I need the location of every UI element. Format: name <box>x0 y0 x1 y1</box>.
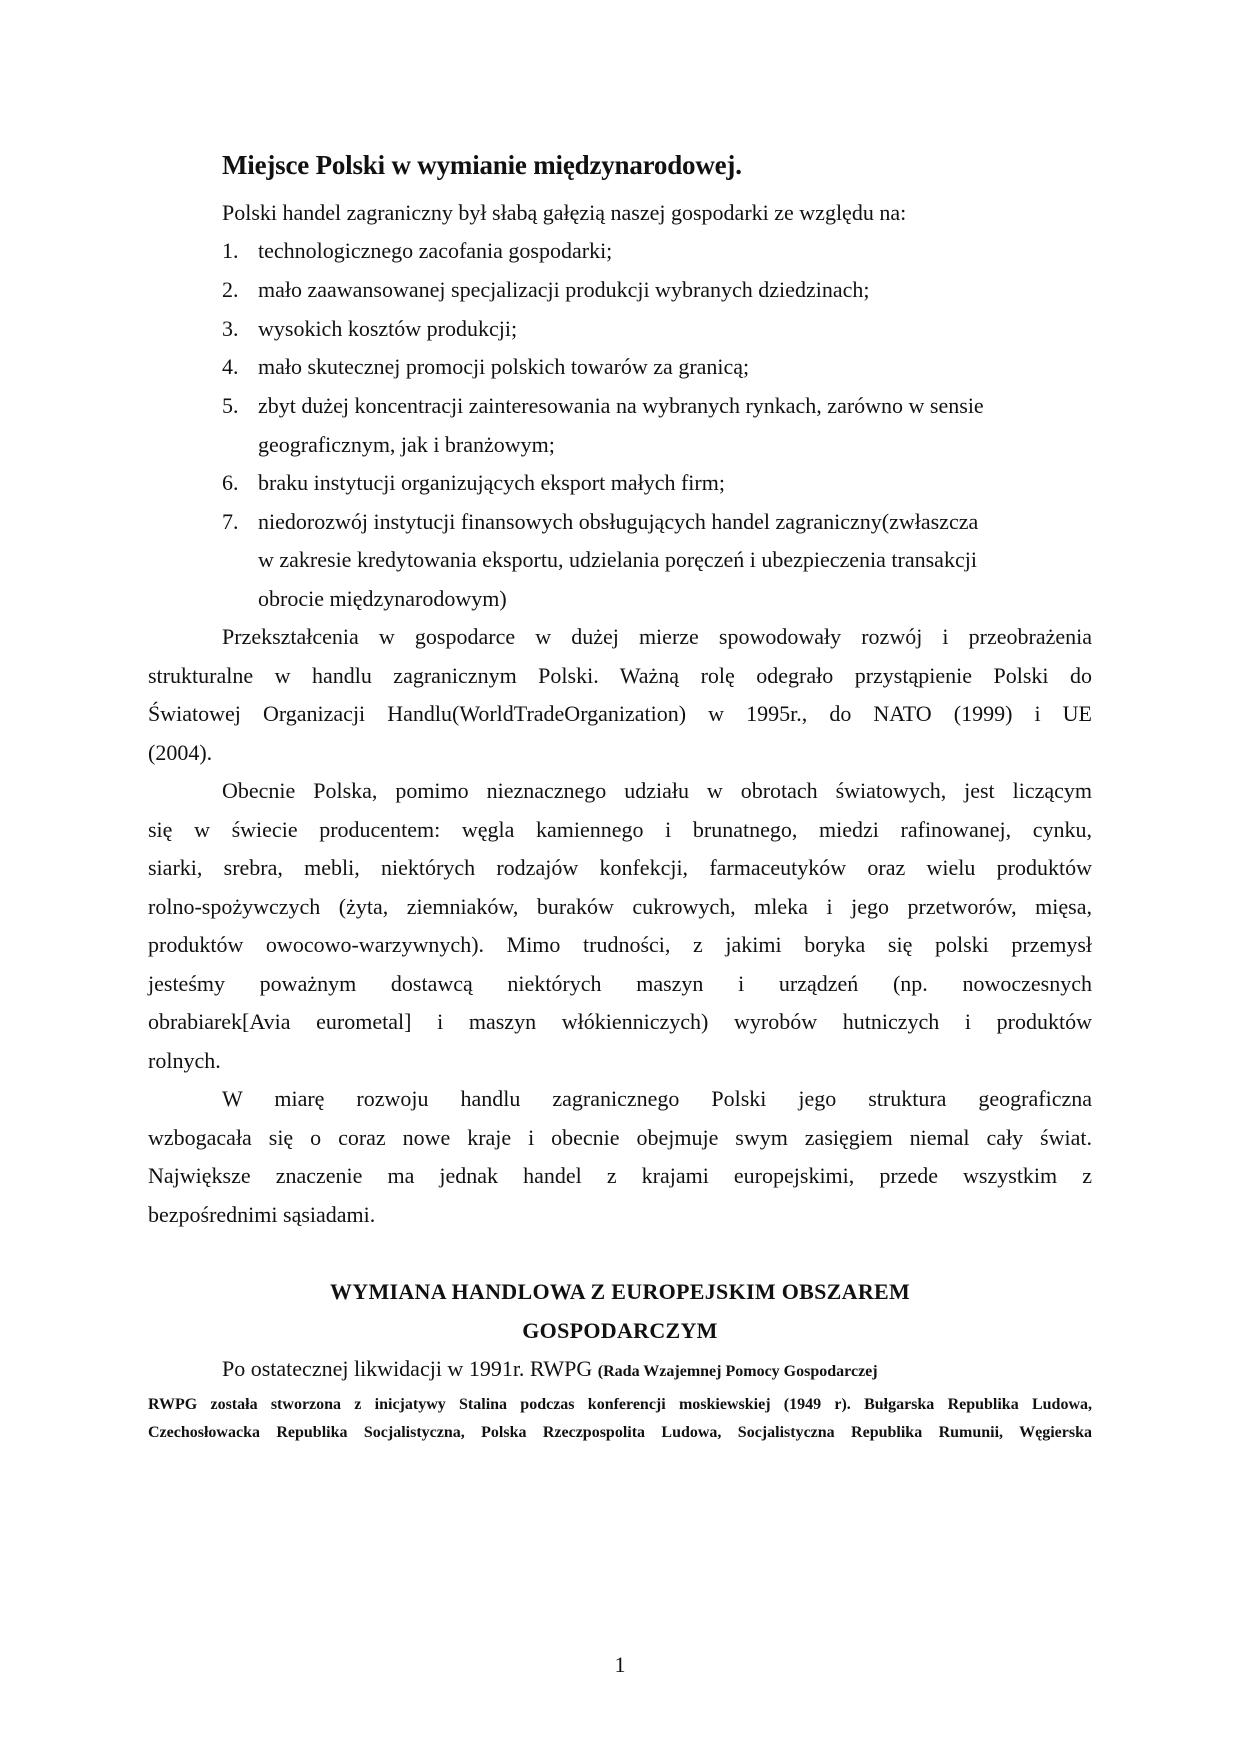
list-item-continuation: obrocie międzynarodowym) <box>258 586 507 611</box>
paragraph-line: Największe znaczenie ma jednak handel z krajami europejskimi, przede wszystkim z <box>148 1163 1092 1188</box>
list-item: 1. technologicznego zacofania gospodarki; <box>222 238 613 263</box>
list-item-continuation: geograficznym, jak i branżowym; <box>258 432 555 457</box>
paragraph-line: siarki, srebra, mebli, niektórych rodzajów konfekcji, farmaceutyków oraz wielu produktów <box>148 855 1092 880</box>
list-item: 3. wysokich kosztów produkcji; <box>222 316 518 341</box>
list-item: 6. braku instytucji organizujących eksport małych firm; <box>222 470 725 495</box>
paragraph-line: Po ostatecznej likwidacji w 1991r. RWPG (Rada Wzajemnej Pomocy Gospodarczej <box>222 1356 878 1381</box>
paragraph-line: rolnych. <box>148 1048 221 1073</box>
paragraph-line: rolno-spożywczych (żyta, ziemniaków, buraków cukrowych, mleka i jego przetworów, mięsa, <box>148 894 1092 919</box>
paragraph-line: produktów owocowo-warzywnych). Mimo trudności, z jakimi boryka się polski przemysł <box>148 932 1092 957</box>
paragraph-line: (2004). <box>148 740 213 765</box>
intro-sentence: Polski handel zagraniczny był słabą gałęzią naszej gospodarki ze względu na: <box>222 200 907 225</box>
paragraph-line: obrabiarek[Avia eurometal] i maszyn włókienniczych) wyrobów hutniczych i produktów <box>148 1009 1092 1034</box>
inline-note-line: RWPG została stworzona z inicjatywy Stalina podczas konferencji moskiewskiej (1949 r). Bułgarska Republika Ludowa, <box>148 1396 1092 1413</box>
paragraph-line: Światowej Organizacji Handlu(WorldTradeOrganization) w 1995r., do NATO (1999) i UE <box>148 701 1092 726</box>
paragraph-line: W miarę rozwoju handlu zagranicznego Polski jego struktura geograficzna <box>222 1086 1092 1111</box>
paragraph-line: Obecnie Polska, pomimo nieznacznego udziału w obrotach światowych, jest liczącym <box>222 778 1092 803</box>
list-item: 5. zbyt dużej koncentracji zainteresowania na wybranych rynkach, zarówno w sensie <box>222 393 984 418</box>
paragraph-line: Przekształcenia w gospodarce w dużej mierze spowodowały rozwój i przeobrażenia <box>222 624 1092 649</box>
paragraph-line: bezpośrednimi sąsiadami. <box>148 1202 376 1227</box>
document-title: Miejsce Polski w wymianie międzynarodowej. <box>222 150 742 180</box>
paragraph-line: strukturalne w handlu zagranicznym Polski. Ważną rolę odegrało przystąpienie Polski do <box>148 663 1092 688</box>
paragraph-line: wzbogacała się o coraz nowe kraje i obecnie obejmuje swym zasięgiem niemal cały świat. <box>148 1125 1092 1150</box>
section-heading: GOSPODARCZYM <box>522 1318 718 1343</box>
paragraph-line: się w świecie producentem: węgla kamiennego i brunatnego, miedzi rafinowanej, cynku, <box>148 817 1092 842</box>
list-item: 7. niedorozwój instytucji finansowych obsługujących handel zagraniczny(zwłaszcza <box>222 509 979 534</box>
list-item: 2. mało zaawansowanej specjalizacji produkcji wybranych dziedzinach; <box>222 277 870 302</box>
section-heading: WYMIANA HANDLOWA Z EUROPEJSKIM OBSZAREM <box>329 1279 911 1304</box>
list-item-continuation: w zakresie kredytowania eksportu, udzielania poręczeń i ubezpieczenia transakcji <box>258 547 977 572</box>
list-item: 4. mało skutecznej promocji polskich towarów za granicą; <box>222 354 750 379</box>
inline-note-line: Czechosłowacka Republika Socjalistyczna, Polska Rzeczpospolita Ludowa, Socjalistyczna Republika Rumunii, Węgierska <box>148 1424 1092 1441</box>
paragraph-line: jesteśmy poważnym dostawcą niektórych maszyn i urządzeń (np. nowoczesnych <box>148 971 1092 996</box>
page-number: 1 <box>614 1652 626 1677</box>
